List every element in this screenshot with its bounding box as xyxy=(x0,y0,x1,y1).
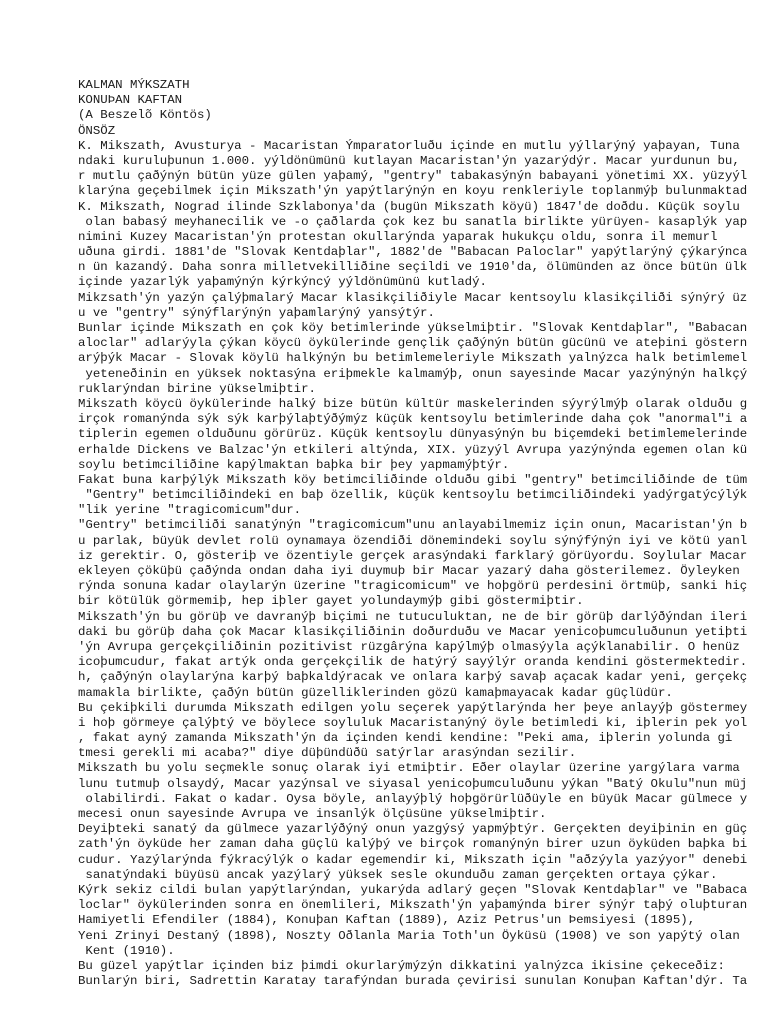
text-line: Bu çekiþkili durumda Mikszath edilgen yolu seçerek yapýtlarýnda her þeye anlayýþ göstermey xyxy=(78,700,748,715)
text-line: aloclar" adlarýyla çýkan köycü öykülerinde gençlik çaðýnýn bütün gücünü ve ateþini göstern xyxy=(78,336,748,351)
text-line: Mikszath bu yolu seçmekle sonuç olarak iyi etmiþtir. Eðer olaylar üzerine yargýlara varma xyxy=(78,761,740,776)
title-line: KALMAN MÝKSZATH xyxy=(78,78,190,92)
text-line: "Gentry" betimciliðindeki en baþ özellik, küçük kentsoylu betimciliðindeki yadýrgatýcýlýk xyxy=(78,488,748,503)
text-line: tiplerin egemen olduðunu görürüz. Küçük kentsoylu dünyasýnýn bu biçemdeki betimlemelerinde xyxy=(78,427,748,442)
text-line: u parlak, büyük devlet rolü oynamaya özendiði dönemindeki soylu sýnýfýnýn iyi ve kötü yanl xyxy=(78,533,748,548)
text-line: ndaki kuruluþunun 1.000. yýldönümünü kutlayan Macaristan'ýn yazarýdýr. Macar yurdunun bu, xyxy=(78,153,740,168)
text-line: mamakla birlikte, çaðýn bütün güzelliklerinden gözü kamaþmayacak kadar güçlüdür. xyxy=(78,685,673,700)
text-line: iz gerektir. O, gösteriþ ve özentiyle gerçek arasýndaki farklarý görüyordu. Soylular Macar xyxy=(78,548,748,563)
text-line: ekleyen çöküþü çaðýnda ondan daha iyi duymuþ bir Macar yazarý daha gösterilemez. Öyleyken xyxy=(78,564,740,578)
text-line: Kýrk sekiz cildi bulan yapýtlarýndan, yukarýda adlarý geçen "Slovak Kentdaþlar" ve "Babaca xyxy=(78,882,748,897)
text-line: lunu tutmuþ olsaydý, Macar yazýnsal ve siyasal yenicoþumculuðunu yýkan "Batý Okulu"nun müj xyxy=(78,776,748,791)
text-line: h, çaðýnýn olaylarýna karþý baþkaldýracak ve onlara karþý savaþ açacak kadar yeni, gerçekç xyxy=(78,670,748,685)
text-line: Mikzsath'ýn yazýn çalýþmalarý Macar klasikçiliðiyle Macar kentsoylu klasikçiliði sýnýrý üz xyxy=(78,290,748,305)
title-line: KONUÞAN KAFTAN xyxy=(78,93,183,108)
text-line: uðuna girdi. 1881'de "Slovak Kentdaþlar", 1882'de "Babacan Paloclar" yapýtlarýný çýkarýnca xyxy=(78,245,748,260)
text-line: Mikszath'ýn bu görüþ ve davranýþ biçimi ne tutuculuktan, ne de bir görüþ darlýðýndan ileri xyxy=(78,609,748,624)
text-line: soylu betimciliðine kapýlmaktan baþka bir þey yapmamýþtýr. xyxy=(78,457,510,472)
text-line: zath'ýn öyküde her zaman daha güçlü kalýþý ve birçok romanýnýn birer uzun öyküden baþka bi xyxy=(78,837,748,852)
text-line: Mikszath köycü öykülerinde halký bize bütün kültür maskelerinden sýyrýlmýþ olarak olduðu g xyxy=(78,396,748,411)
text-line: Bunlarýn biri, Sadrettin Karatay tarafýndan burada çevirisi sunulan Konuþan Kaftan'dýr. Ta xyxy=(78,974,748,989)
text-line: u ve "gentry" sýnýflarýnýn yaþamlarýný yansýtýr. xyxy=(78,305,435,320)
text-line: bir kötülük görmemiþ, hep iþler gayet yolundaymýþ gibi göstermiþtir. xyxy=(78,594,584,609)
text-line: sanatýndaki büyüsü ancak yazýlarý yüksek sesle okunduðu zaman gerçekten ortaya çýkar. xyxy=(78,867,718,882)
text-line: klarýna geçebilmek için Mikszath'ýn yapýtlarýnýn en koyu renkleriyle toplanmýþ bulunmaktad xyxy=(78,184,748,199)
text-line: daki bu görüþ daha çok Macar klasikçiliðinin doðurduðu ve Macar yenicoþumculuðunun yetiþti xyxy=(78,624,748,639)
text-line: olabilirdi. Fakat o kadar. Oysa böyle, anlayýþlý hoþgörürlüðüyle en büyük Macar gülmece y xyxy=(78,791,748,806)
text-line: i hoþ görmeye çalýþtý ve böylece soyluluk Macaristanýný öyle betimledi ki, iþlerin pek yol xyxy=(78,715,748,730)
text-line: olan babasý meyhanecilik ve -o çaðlarda çok kez bu sanatla birlikte yürüyen- kasaplýk yap xyxy=(78,214,748,229)
text-line: "Gentry" betimciliði sanatýnýn "tragicomicum"unu anlayabilmemiz için onun, Macaristan'ýn b xyxy=(78,518,748,533)
text-line: K. Mikszath, Nograd ilinde Szklabonya'da (bugün Mikszath köyü) 1847'de doðdu. Küçük soylu xyxy=(78,199,740,214)
title-line: (A Beszelõ Köntös) xyxy=(78,108,212,123)
document-body xyxy=(78,78,768,989)
text-line: ruklarýndan birine yükselmiþtir. xyxy=(78,381,316,396)
text-line: tmesi gerekli mi acaba?" diye düþündüðü satýrlar arasýndan sezilir. xyxy=(78,746,577,761)
text-line: rýnda sonuna kadar olaylarýn üzerine "tragicomicum" ve hoþgörü perdesini örtmüþ, sanki hiç xyxy=(78,579,748,594)
text-line: Bu güzel yapýtlar içinden biz þimdi okurlarýmýzýn dikkatini yalnýzca ikisine çekeceðiz: xyxy=(78,958,725,973)
text-line: Kent (1910). xyxy=(78,943,175,958)
text-line: Fakat buna karþýlýk Mikszath köy betimciliðinde olduðu gibi "gentry" betimciliðinde de tüm xyxy=(78,472,748,487)
text-line: "lik yerine "tragicomicum"dur. xyxy=(78,503,302,518)
text-line: n ün kazandý. Daha sonra milletvekilliðine seçildi ve 1910'da, ölümünden az önce bütün ülk xyxy=(78,260,748,275)
text-line: Hamiyetli Efendiler (1884), Konuþan Kaftan (1889), Aziz Petrus'un Þemsiyesi (1895), xyxy=(78,913,696,928)
text-line: irçok romanýnda sýk sýk karþýlaþtýðýmýz küçük kentsoylu betimlerinde daha çok "anormal"i a xyxy=(78,412,748,427)
text-line: mecesi onun sayesinde Avrupa ve insanlýk ölçüsüne yükselmiþtir. xyxy=(78,807,547,821)
text-line: Yeni Zrinyi Destaný (1898), Noszty Oðlanla Maria Toth'un Öyküsü (1908) ve son yapýtý olan xyxy=(78,928,740,943)
text-line: nimini Kuzey Macaristan'ýn protestan okullarýnda yaparak hukukçu oldu, sonra il memurl xyxy=(78,229,718,244)
section-heading: ÖNSÖZ xyxy=(78,123,116,138)
text-line: icoþumcudur, fakat artýk onda gerçekçilik de hatýrý sayýlýr oranda kendini göstermektedir. xyxy=(78,655,748,670)
text-line: Deyiþteki sanatý da gülmece yazarlýðýný onun yazgýsý yapmýþtýr. Gerçekten deyiþinin en güç xyxy=(78,822,748,837)
text-line: 'ýn Avrupa gerçekçiliðinin pozitivist rüzgârýna kapýlmýþ olmasýyla açýklanabilir. O henüz xyxy=(78,639,740,654)
text-line: arýþýk Macar - Slovak köylü halkýnýn bu betimlemeleriyle Mikszath yalnýzca halk betimlemel xyxy=(78,351,748,366)
text-line: cudur. Yazýlarýnda fýkracýlýk o kadar egemendir ki, Mikszath için "aðzýyla yazýyor" denebi xyxy=(78,852,748,867)
text-line: yeteneðinin en yüksek noktasýna eriþmekle kalmamýþ, onun sayesinde Macar yazýnýnýn halkçý xyxy=(78,366,748,381)
text-line: erhalde Dickens ve Balzac'ýn etkileri altýnda, XIX. yüzyýl Avrupa yazýnýnda egemen olan kü xyxy=(78,442,748,457)
text-line: , fakat ayný zamanda Mikszath'ýn da içinden kendi kendine: "Peki ama, iþlerin yolunda gi xyxy=(78,731,733,746)
text-line: K. Mikszath, Avusturya - Macaristan Ýmparatorluðu içinde en mutlu yýllarýný yaþayan, Tuna xyxy=(78,138,740,153)
text-line: loclar" öykülerinden sonra en önemlileri, Mikszath'ýn yaþamýnda birer sýnýr taþý oluþturan xyxy=(78,898,748,913)
text-line: r mutlu çaðýnýn bütün yüze gülen yaþamý, "gentry" tabakasýnýn babayani yönetimi XX. yüzyýl xyxy=(78,169,748,184)
text-line: Bunlar içinde Mikszath en çok köy betimlerinde yükselmiþtir. "Slovak Kentdaþlar", "Babacan xyxy=(78,321,748,335)
text-line: içinde yazarlýk yaþamýnýn kýrkýncý yýldönümünü kutladý. xyxy=(78,275,487,290)
